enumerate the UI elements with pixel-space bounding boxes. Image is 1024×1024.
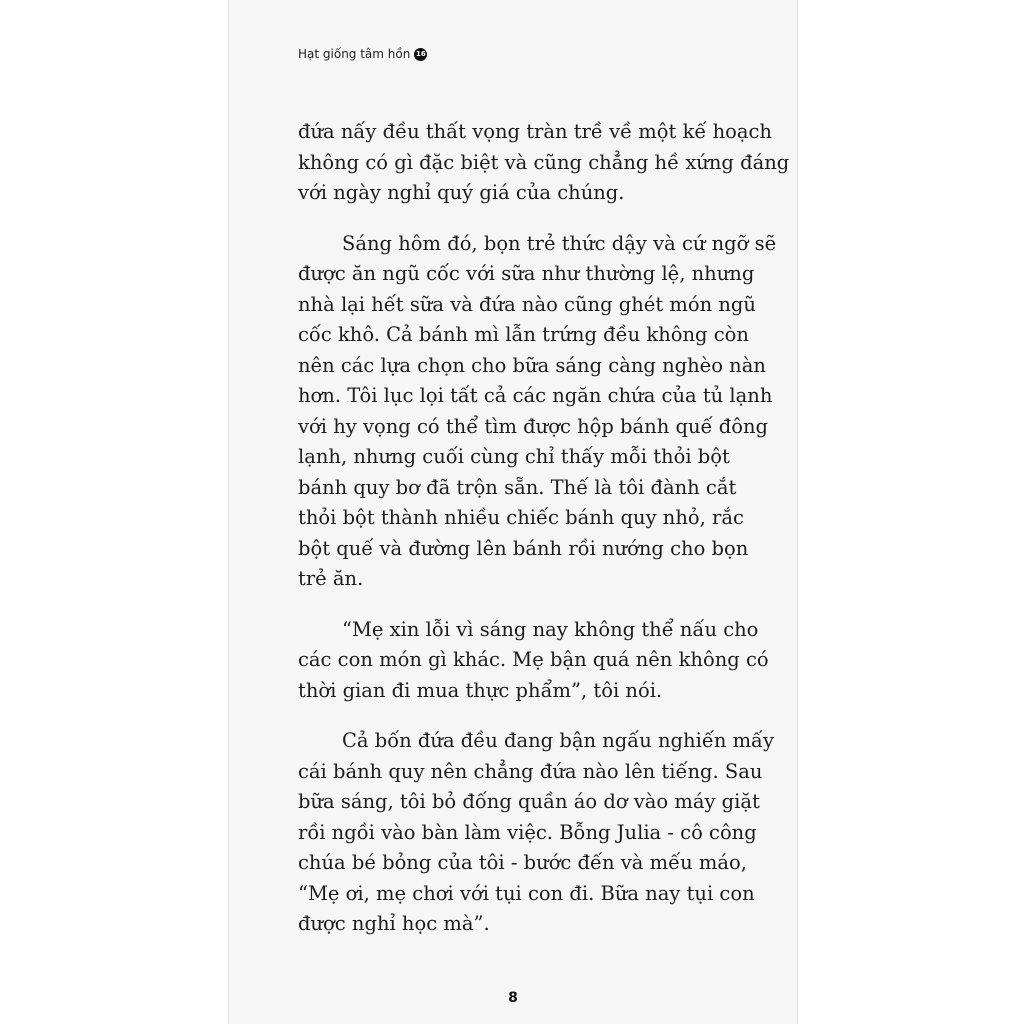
paragraph — [298, 726, 775, 940]
text-line: các con món gì khác. Mẹ bận quá nên không có — [298, 648, 769, 671]
body-text — [298, 117, 790, 960]
paragraph — [298, 117, 790, 209]
text-line: nhà lại hết sữa và đứa nào cũng ghét món ngũ — [298, 292, 756, 316]
text-line: cái bánh quy nên chẳng đứa nào lên tiếng. Sau — [298, 759, 763, 783]
book-page — [228, 0, 798, 1024]
text-line: được ăn ngũ cốc với sữa như thường lệ, nhưng — [298, 262, 755, 285]
paragraph — [298, 229, 777, 595]
text-line: Sáng hôm đó, bọn trẻ thức dậy và cứ ngỡ sẽ — [342, 231, 777, 255]
running-header — [298, 47, 427, 61]
text-line: bột quế và đường lên bánh rồi nướng cho bọn — [298, 536, 749, 560]
text-line: “Mẹ xin lỗi vì sáng nay không thể nấu cho — [342, 617, 759, 641]
text-line: thời gian đi mua thực phẩm”, tôi nói. — [298, 678, 663, 702]
text-line: chúa bé bỏng của tôi - bước đến và mếu máo, — [298, 851, 747, 874]
text-line: với ngày nghỉ quý giá của chúng. — [298, 181, 625, 204]
text-line: nên các lựa chọn cho bữa sáng càng nghèo nàn — [298, 353, 766, 377]
text-line: được nghỉ học mà”. — [298, 912, 490, 935]
text-line: không có gì đặc biệt và cũng chẳng hề xứng đáng — [298, 150, 790, 174]
volume-badge: 16 — [414, 48, 427, 61]
text-line: Cả bốn đứa đều đang bận ngấu nghiến mấy — [342, 729, 775, 752]
text-line: bánh quy bơ đã trộn sẵn. Thế là tôi đành cắt — [298, 475, 737, 499]
text-line: bữa sáng, tôi bỏ đống quần áo dơ vào máy giặt — [298, 790, 760, 813]
text-line: rồi ngồi vào bàn làm việc. Bỗng Julia - cô công — [298, 820, 757, 844]
text-line: “Mẹ ơi, mẹ chơi với tụi con đi. Bữa nay tụi con — [298, 881, 755, 905]
text-line: với hy vọng có thể tìm được hộp bánh quế đông — [298, 414, 768, 438]
text-line: thỏi bột thành nhiều chiếc bánh quy nhỏ, rắc — [298, 506, 744, 529]
paragraph — [298, 615, 768, 707]
text-line: cốc khô. Cả bánh mì lẫn trứng đều không còn — [298, 323, 749, 346]
page-number: 8 — [508, 990, 518, 1006]
text-line: lạnh, nhưng cuối cùng chỉ thấy mỗi thỏi bột — [298, 445, 730, 468]
text-line: đứa nấy đều thất vọng tràn trề về một kế hoạch — [298, 120, 772, 143]
book-title: Hạt giống tâm hồn — [298, 47, 411, 61]
text-line: trẻ ăn. — [298, 567, 364, 590]
text-line: hơn. Tôi lục lọi tất cả các ngăn chứa của tủ lạnh — [298, 384, 773, 407]
